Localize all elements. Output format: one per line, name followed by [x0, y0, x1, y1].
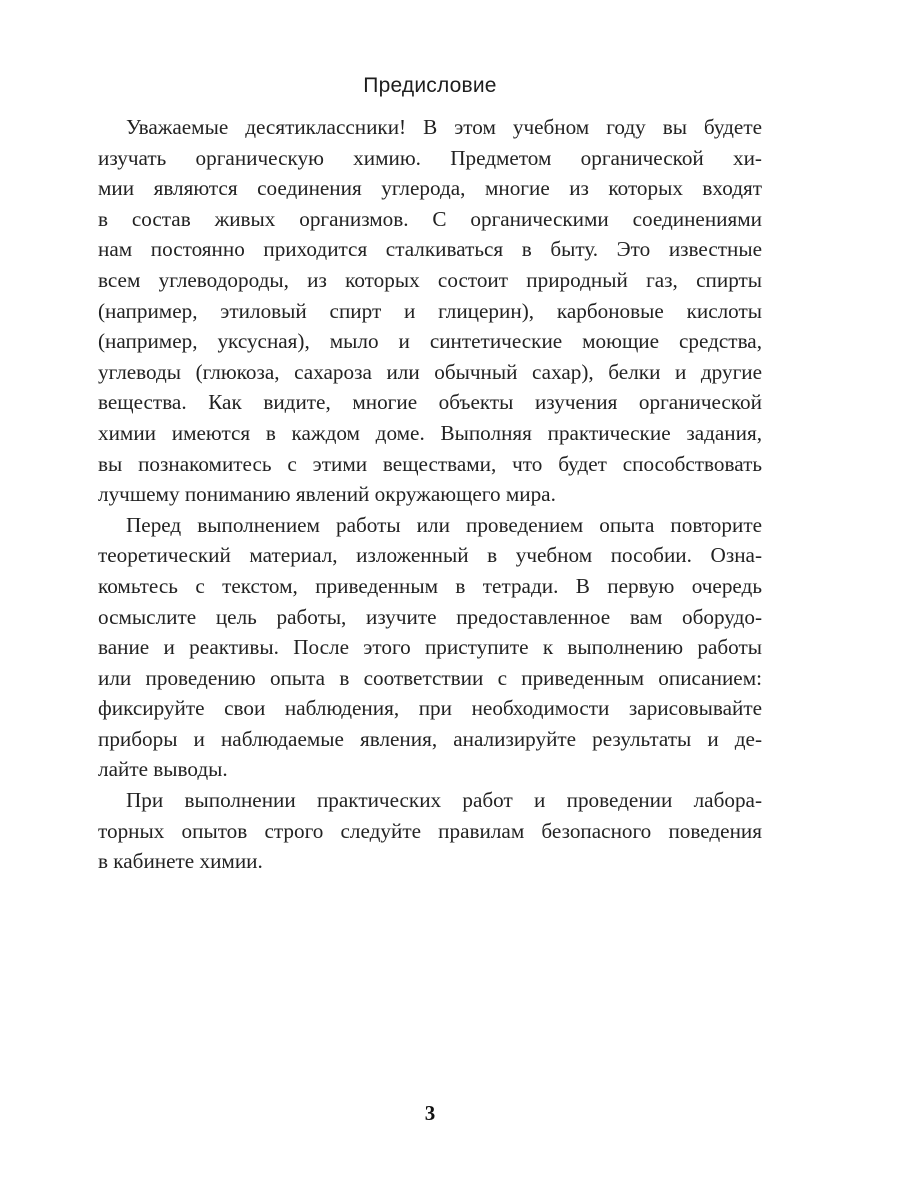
text-line: комьтесь с текстом, приведенным в тетради. В первую очередь	[98, 573, 762, 598]
paragraph-safety	[98, 785, 762, 877]
page-title: Предисловие	[363, 74, 497, 97]
text-line: приборы и наблюдаемые явления, анализируйте результаты и де-	[98, 726, 762, 751]
text-line: торных опытов строго следуйте правилам безопасного поведения	[98, 818, 762, 843]
text-line: осмыслите цель работы, изучите предоставленное вам оборудо-	[98, 604, 762, 629]
text-line: Уважаемые десятиклассники! В этом учебном году вы будете	[126, 115, 762, 139]
page-number: 3	[424, 1101, 436, 1125]
text-line: в состав живых организмов. С органическими соединениями	[98, 206, 762, 231]
text-line: в кабинете химии.	[98, 849, 263, 874]
paragraph-intro	[98, 112, 762, 510]
text-line: вещества. Как видите, многие объекты изучения органической	[98, 390, 762, 415]
text-line: фиксируйте свои наблюдения, при необходимости зарисовывайте	[98, 696, 762, 721]
text-line: лайте выводы.	[98, 757, 228, 782]
text-line: углеводы (глюкоза, сахароза или обычный сахар), белки и другие	[98, 359, 762, 384]
text-line: (например, уксусная), мыло и синтетические моющие средства,	[98, 329, 762, 354]
text-line: нам постоянно приходится сталкиваться в быту. Это известные	[98, 237, 762, 262]
body-text	[98, 112, 762, 877]
text-line: теоретический материал, изложенный в учебном пособии. Озна-	[98, 543, 762, 568]
paragraph-instructions	[98, 510, 762, 785]
text-line: вание и реактивы. После этого приступите к выполнению работы	[98, 635, 762, 660]
text-line: мии являются соединения углерода, многие из которых входят	[98, 176, 762, 201]
text-line: изучать органическую химию. Предметом органической хи-	[98, 145, 762, 170]
text-line: При выполнении практических работ и проведении лабора-	[126, 788, 762, 813]
text-line: Перед выполнением работы или проведением опыта повторите	[126, 512, 762, 537]
text-line: всем углеводороды, из которых состоит природный газ, спирты	[98, 267, 762, 292]
text-line: химии имеются в каждом доме. Выполняя практические задания,	[98, 420, 762, 445]
text-line: вы познакомитесь с этими веществами, что будет способствовать	[98, 451, 762, 476]
text-line: лучшему пониманию явлений окружающего мира.	[98, 482, 556, 507]
text-line: (например, этиловый спирт и глицерин), карбоновые кислоты	[98, 298, 762, 323]
text-line: или проведению опыта в соответствии с приведенным описанием:	[98, 665, 762, 690]
